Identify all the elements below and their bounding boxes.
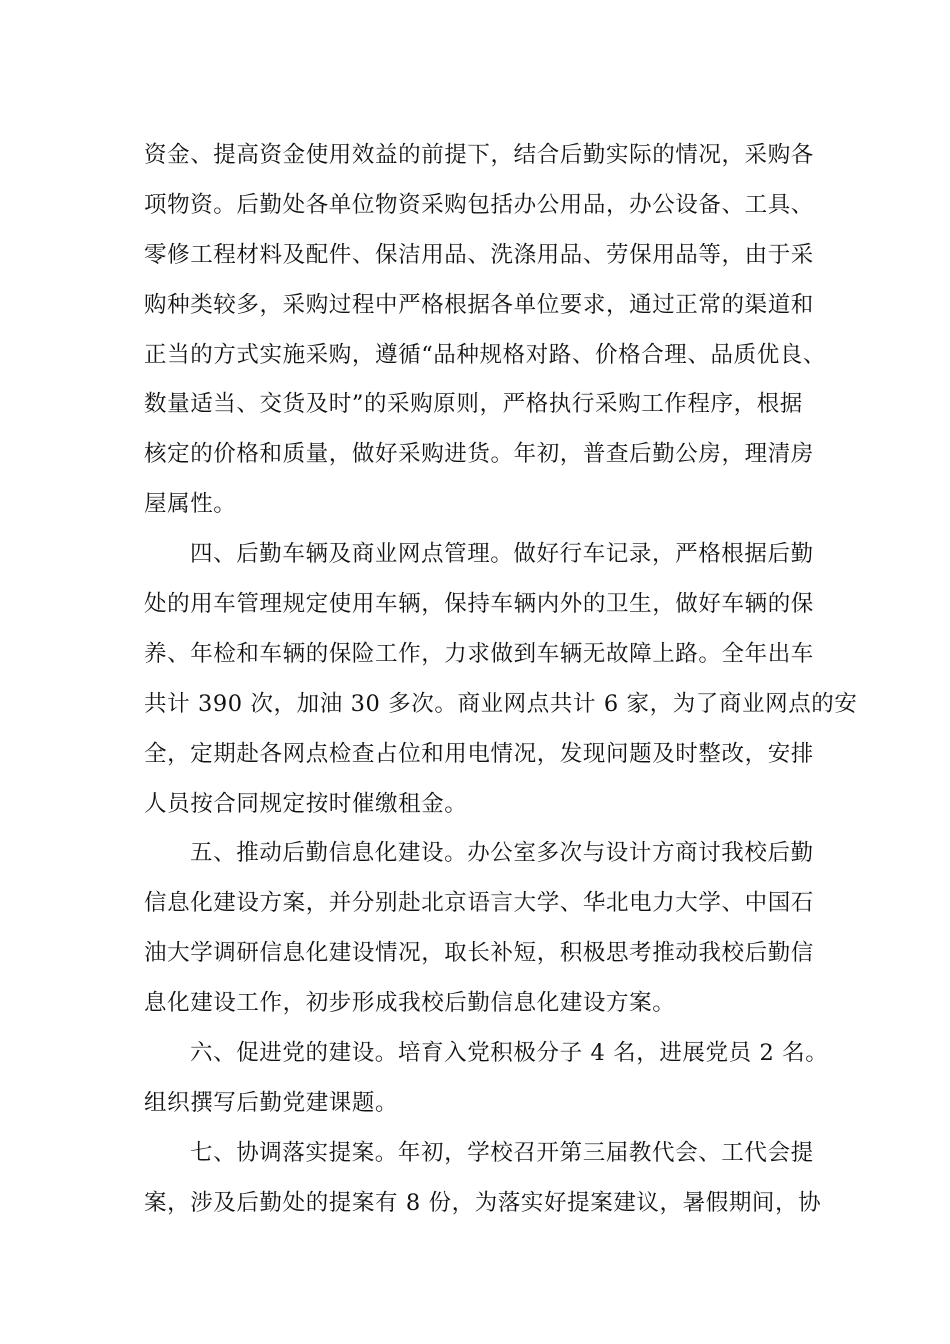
text-line: 信息化建设方案，并分别赴北京语言大学、华北电力大学、中国石 xyxy=(144,890,814,917)
text-line: 油大学调研信息化建设情况，取长补短，积极思考推动我校后勤信 xyxy=(144,940,814,967)
paragraph-vehicles xyxy=(144,530,858,829)
text-line: 组织撰写后勤党建课题。 xyxy=(144,1089,399,1116)
text-line: 七、协调落实提案。年初，学校召开第三届教代会、工代会提 xyxy=(190,1139,814,1166)
text-line: 息化建设工作，初步形成我校后勤信息化建设方案。 xyxy=(144,990,676,1017)
text-line: 养、年检和车辆的保险工作，力求做到车辆无故障上路。全年出车 xyxy=(144,640,814,667)
text-line: 屋属性。 xyxy=(144,491,237,518)
text-line: 处的用车管理规定使用车辆，保持车辆内外的卫生，做好车辆的保 xyxy=(144,591,814,618)
text-line: 五、推动后勤信息化建设。办公室多次与设计方商讨我校后勤 xyxy=(190,840,814,867)
paragraph-procurement xyxy=(144,131,844,530)
paragraph-proposals xyxy=(144,1129,844,1229)
text-line: 资金、提高资金使用效益的前提下，结合后勤实际的情况，采购各 xyxy=(144,142,814,168)
text-line: 共计 390 次，加油 30 多次。商业网点共计 6 家，为了商业网点的安 xyxy=(144,690,858,717)
text-line: 购种类较多，采购过程中严格根据各单位要求，通过正常的渠道和 xyxy=(144,291,814,318)
text-line: 人员按合同规定按时催缴租金。 xyxy=(144,790,468,817)
text-line: 四、后勤车辆及商业网点管理。做好行车记录，严格根据后勤 xyxy=(190,541,814,568)
paragraph-party-building xyxy=(144,1029,844,1129)
text-line: 六、促进党的建设。培育入党积极分子 4 名，进展党员 2 名。 xyxy=(190,1040,829,1067)
text-line: 零修工程材料及配件、保洁用品、洗涤用品、劳保用品等，由于采 xyxy=(144,241,814,268)
text-line: 正当的方式实施采购，遵循“品种规格对路、价格合理、品质优良、 xyxy=(144,341,827,368)
text-line: 项物资。后勤处各单位物资采购包括办公用品，办公设备、工具、 xyxy=(144,191,814,218)
text-line: 数量适当、交货及时”的采购原则，严格执行采购工作程序，根据 xyxy=(144,391,803,418)
paragraph-informatization xyxy=(144,829,844,1029)
text-line: 全，定期赴各网点检查占位和用电情况，发现问题及时整改，安排 xyxy=(144,740,814,767)
text-line: 案，涉及后勤处的提案有 8 份，为落实好提案建议，暑假期间，协 xyxy=(144,1189,822,1216)
document-body xyxy=(144,131,858,1229)
text-line: 核定的价格和质量，做好采购进货。年初，普查后勤公房，理清房 xyxy=(144,441,814,468)
